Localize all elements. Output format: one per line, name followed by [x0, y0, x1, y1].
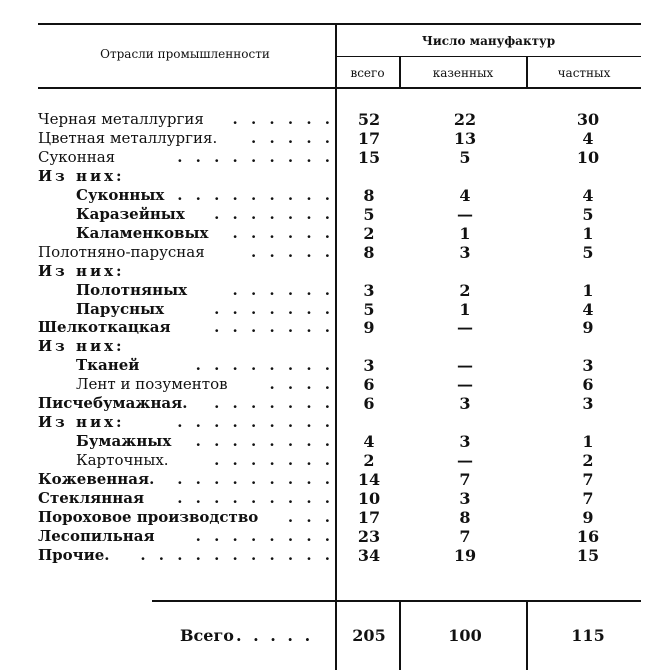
cell-total: 23 — [357, 526, 381, 546]
row-leader-dots: . . . . . . . — [214, 394, 334, 413]
top-rule — [38, 23, 641, 25]
row-label: Бумажных — [76, 432, 172, 451]
table-row — [0, 452, 668, 469]
cell-total: 2 — [363, 451, 375, 471]
cell-private: 4 — [582, 128, 594, 148]
col-sep-2-totals — [399, 601, 401, 670]
row-leader-dots: . . . . . . . — [214, 318, 334, 337]
cell-total: 5 — [363, 299, 375, 319]
table-row — [0, 225, 668, 242]
cell-total: 8 — [363, 185, 375, 205]
totals-total: 205 — [352, 626, 386, 645]
table-row — [0, 301, 668, 318]
cell-private: 1 — [582, 432, 594, 452]
cell-state: 19 — [453, 545, 477, 565]
table-row — [0, 547, 668, 564]
row-label: Тканей — [76, 356, 140, 375]
cell-total: 3 — [363, 280, 375, 300]
row-leader-dots: . . . . . . . . . — [177, 489, 334, 507]
table-row — [0, 187, 668, 204]
table-row — [0, 282, 668, 299]
cell-private: 10 — [576, 147, 600, 167]
cell-total: 9 — [363, 318, 375, 338]
row-leader-dots: . . . . . . . . — [195, 526, 334, 545]
table-row — [0, 490, 668, 507]
cell-total: 17 — [357, 507, 381, 527]
cell-state: 3 — [459, 394, 471, 414]
cell-private: 1 — [582, 223, 594, 243]
totals-state: 100 — [448, 626, 482, 645]
row-label: Прочие. — [38, 545, 110, 564]
cell-state: 7 — [459, 470, 471, 490]
cell-private: 9 — [582, 507, 594, 527]
cell-total: 8 — [363, 242, 375, 262]
cell-private: 4 — [582, 185, 594, 205]
table-row — [0, 206, 668, 223]
cell-private: 6 — [582, 375, 594, 395]
group-rule — [336, 56, 641, 57]
subheader-state: казенных — [432, 66, 494, 80]
cell-state: — — [457, 204, 473, 224]
row-label: Стеклянная — [38, 489, 145, 507]
row-label: Шелкоткацкая — [38, 318, 171, 337]
cell-total: 6 — [363, 394, 375, 414]
row-leader-dots: . . . . . . — [232, 110, 334, 128]
cell-private: 1 — [582, 280, 594, 300]
cell-state: — — [457, 318, 473, 338]
cell-state: 22 — [453, 110, 477, 129]
row-label: Каламенковых — [76, 223, 209, 242]
row-leader-dots: . . . . . . . — [214, 204, 334, 223]
count-group-header: Число мануфактур — [421, 34, 556, 48]
row-leader-dots: . . . . . . . . . — [177, 147, 334, 166]
row-leader-dots: . . . — [287, 507, 334, 526]
cell-private: 5 — [582, 204, 594, 224]
cell-total: 4 — [363, 432, 375, 452]
cell-state: 3 — [459, 489, 471, 508]
row-leader-dots: . . . . . . . . . — [177, 185, 334, 204]
row-label: Полотняных — [76, 280, 188, 299]
row-label: Суконных — [76, 185, 165, 204]
cell-state: 8 — [459, 507, 471, 527]
table-row — [0, 414, 668, 431]
table-row — [0, 395, 668, 412]
cell-state: — — [457, 375, 473, 395]
cell-state: 3 — [459, 432, 471, 452]
row-label: Кожевенная. — [38, 470, 155, 489]
subheader-private: частных — [557, 66, 611, 80]
cell-private: 16 — [576, 526, 600, 546]
cell-total: 3 — [363, 356, 375, 376]
cell-total: 10 — [357, 489, 381, 508]
cell-private: 3 — [582, 394, 594, 414]
cell-private: 7 — [582, 489, 594, 508]
table-row — [0, 149, 668, 166]
branch-column-header: Отрасли промышленности — [100, 47, 270, 61]
row-leader-dots: . . . . . . . . — [195, 356, 334, 375]
row-label: Лент и позументов — [76, 375, 228, 394]
cell-state: 1 — [459, 299, 471, 319]
row-label: Каразейных — [76, 204, 185, 223]
row-leader-dots: . . . . . — [251, 242, 334, 261]
table-row — [0, 168, 668, 185]
row-leader-dots: . . . . . . — [232, 280, 334, 299]
cell-total: 52 — [357, 110, 381, 129]
row-label: Из них: — [38, 261, 125, 280]
table-row — [0, 471, 668, 488]
header-bottom-rule — [38, 87, 641, 89]
cell-state: 4 — [459, 185, 471, 205]
row-label: Карточных. — [76, 451, 169, 470]
table-row — [0, 244, 668, 261]
row-label: Полотняно-парусная — [38, 242, 205, 261]
cell-state: 7 — [459, 526, 471, 546]
row-leader-dots: . . . . . . — [232, 223, 334, 242]
cell-state: 2 — [459, 280, 471, 300]
cell-total: 2 — [363, 223, 375, 243]
row-leader-dots: . . . . . . . . . — [177, 413, 334, 432]
totals-private: 115 — [571, 626, 605, 645]
subheader-total: всего — [350, 66, 385, 80]
row-label: Черная металлургия — [38, 110, 204, 128]
totals-dots: . . . . . — [236, 626, 314, 645]
cell-private: 7 — [582, 470, 594, 490]
cell-total: 34 — [357, 545, 381, 565]
row-label: Из них: — [38, 337, 125, 356]
table-row — [0, 357, 668, 374]
cell-total: 17 — [357, 128, 381, 148]
table-row — [0, 130, 668, 147]
cell-state: 1 — [459, 223, 471, 243]
cell-state: 13 — [453, 128, 477, 148]
table-row — [0, 319, 668, 336]
table-row — [0, 433, 668, 450]
row-leader-dots: . . . . . . . . . — [177, 470, 334, 489]
row-leader-dots: . . . . . . . — [214, 451, 334, 470]
table-row — [0, 263, 668, 280]
cell-private: 2 — [582, 451, 594, 471]
cell-state: — — [457, 356, 473, 376]
row-label: Суконная — [38, 147, 116, 166]
row-leader-dots: . . . . . — [251, 128, 334, 147]
cell-total: 15 — [357, 147, 381, 167]
cell-private: 4 — [582, 299, 594, 319]
cell-private: 9 — [582, 318, 594, 338]
cell-total: 14 — [357, 470, 381, 490]
totals-rule — [152, 600, 641, 602]
cell-state: 5 — [459, 147, 471, 167]
col-sep-3-totals — [526, 601, 528, 670]
row-label: Писчебумажная. — [38, 394, 188, 413]
cell-total: 5 — [363, 204, 375, 224]
row-label: Лесопильная — [38, 526, 155, 545]
row-label: Цветная металлургия. — [38, 128, 218, 147]
cell-private: 15 — [576, 545, 600, 565]
table-row — [0, 111, 668, 128]
cell-private: 3 — [582, 356, 594, 376]
table-row — [0, 376, 668, 393]
cell-total: 6 — [363, 375, 375, 395]
cell-private: 5 — [582, 242, 594, 262]
cell-state: 3 — [459, 242, 471, 262]
row-label: Парусных — [76, 299, 165, 318]
cell-state: — — [457, 451, 473, 471]
cell-private: 30 — [576, 110, 600, 129]
table-row — [0, 528, 668, 545]
row-leader-dots: . . . . . . . . . . . — [140, 545, 334, 564]
row-leader-dots: . . . . . . . — [214, 299, 334, 318]
row-label: Из них: — [38, 166, 125, 185]
row-leader-dots: . . . . . . . . — [195, 432, 334, 451]
row-label: Из них: — [38, 413, 125, 432]
totals-label: Всего — [180, 626, 234, 645]
row-label: Пороховое производство — [38, 507, 259, 526]
table-row — [0, 509, 668, 526]
table-row — [0, 338, 668, 355]
row-leader-dots: . . . . — [269, 375, 334, 394]
